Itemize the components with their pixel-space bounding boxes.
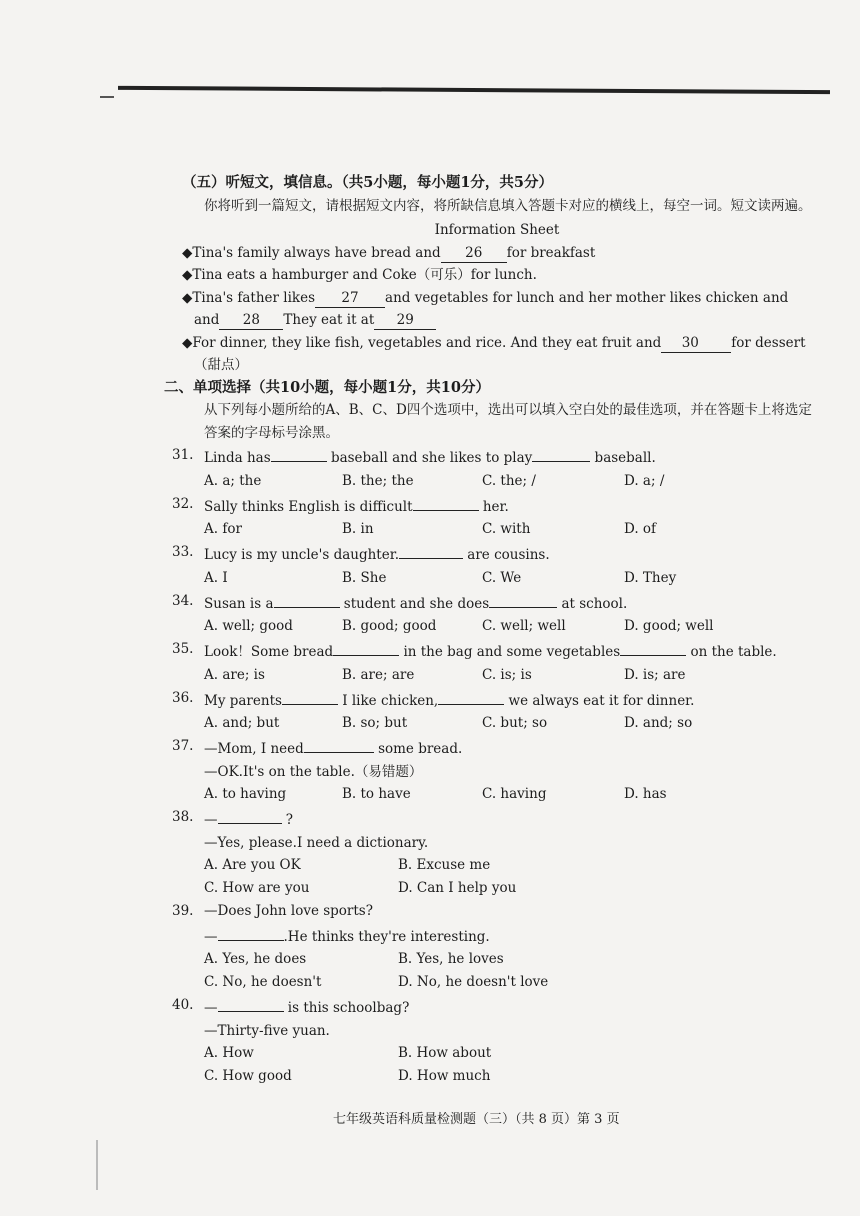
- question-text: some bread.: [378, 741, 463, 757]
- option-c[interactable]: C. the; /: [482, 472, 536, 489]
- info-text: and vegetables for lunch and her mother likes chicken and: [385, 289, 789, 306]
- question-text: .He thinks they're interesting.: [283, 928, 490, 945]
- question-number: 37.: [172, 738, 194, 754]
- question-number: 34.: [172, 592, 194, 609]
- options-40-cd: [172, 1065, 812, 1088]
- option-c[interactable]: C. having: [482, 786, 547, 802]
- answer-blank: [333, 638, 399, 656]
- info-text: for dessert（甜点）: [194, 334, 806, 373]
- option-a[interactable]: A. are; is: [204, 666, 265, 683]
- option-a[interactable]: A. Are you OK: [204, 857, 301, 873]
- option-b[interactable]: B. the; the: [342, 472, 414, 489]
- question-text: at school.: [561, 595, 628, 612]
- question-number: 38.: [172, 809, 194, 825]
- options-32: [172, 518, 812, 541]
- scan-edge: [96, 1140, 98, 1190]
- question-text: Lucy is my uncle's daughter.: [204, 547, 399, 563]
- options-37: [172, 783, 812, 806]
- question-number: 32.: [172, 495, 194, 512]
- answer-blank-27: 27: [315, 290, 385, 308]
- info-line-3b: [182, 309, 812, 332]
- question-31: [172, 444, 812, 470]
- question-37: [172, 735, 812, 761]
- question-text: Look！Some bread: [204, 644, 334, 660]
- answer-blank: [304, 735, 374, 753]
- question-text: are cousins.: [467, 547, 550, 563]
- option-a[interactable]: A. How: [204, 1045, 254, 1061]
- section2-title: 二、单项选择（共10小题，每小题1分，共10分）: [164, 378, 490, 396]
- option-c[interactable]: C. well; well: [482, 618, 566, 634]
- question-38: [172, 806, 812, 832]
- options-34: [172, 615, 812, 638]
- question-40-reply: —Thirty-five yuan.: [204, 1022, 330, 1039]
- question-text: I like chicken,: [342, 692, 439, 709]
- option-b[interactable]: B. so; but: [342, 715, 408, 731]
- scan-mark: [100, 96, 114, 98]
- page-footer: 七年级英语科质量检测题（三）（共 8 页）第 3 页: [333, 1112, 620, 1127]
- question-38-reply: —Yes, please.I need a dictionary.: [204, 834, 429, 851]
- option-b[interactable]: B. Excuse me: [398, 857, 491, 873]
- answer-blank-30: 30: [661, 335, 731, 353]
- answer-blank: [274, 590, 340, 608]
- info-line-4: [182, 332, 812, 377]
- option-c[interactable]: C. How good: [204, 1068, 292, 1084]
- option-b[interactable]: B. are; are: [342, 666, 415, 683]
- option-c[interactable]: C. but; so: [482, 715, 548, 731]
- options-39-ab: [172, 948, 812, 971]
- answer-blank: [218, 923, 284, 941]
- answer-blank: [532, 444, 590, 462]
- option-a[interactable]: A. to having: [204, 786, 287, 802]
- answer-blank-29: 29: [374, 312, 436, 330]
- question-number: 31.: [172, 447, 194, 463]
- question-text: Susan is a: [204, 595, 274, 612]
- question-text: —: [204, 928, 218, 945]
- info-text: and: [194, 312, 220, 328]
- option-d[interactable]: D. and; so: [624, 715, 693, 731]
- option-b[interactable]: B. Yes, he loves: [398, 951, 504, 967]
- options-40-ab: [172, 1042, 812, 1065]
- options-33: [172, 567, 812, 590]
- question-39: [172, 900, 812, 923]
- option-a[interactable]: A. a; the: [204, 472, 262, 489]
- option-c[interactable]: C. is; is: [482, 666, 532, 683]
- info-text: ◆For dinner, they like fish, vegetables and rice. And they eat fruit and: [182, 334, 662, 351]
- info-text: ◆Tina's family always have bread and: [182, 244, 441, 261]
- question-number: 40.: [172, 997, 194, 1013]
- section5-title: （五）听短文，填信息。（共5小题，每小题1分，共5分）: [182, 174, 554, 191]
- option-a[interactable]: A. and; but: [204, 715, 280, 731]
- question-number: 35.: [172, 641, 194, 657]
- option-b[interactable]: B. good; good: [342, 618, 437, 634]
- question-40: [172, 994, 812, 1020]
- answer-blank: [218, 806, 282, 824]
- answer-blank-28: 28: [219, 312, 283, 330]
- question-text: in the bag and some vegetables: [403, 644, 621, 660]
- info-text: for breakfast: [506, 244, 596, 261]
- question-text: Sally thinks English is difficult: [204, 498, 413, 515]
- section2-instructions: 从下列每小题所给的A、B、C、D四个选项中，选出可以填入空白处的最佳选项，并在答题卡上将选定答案的字母标号涂黑。: [204, 402, 812, 441]
- options-38-ab: [172, 854, 812, 877]
- option-b[interactable]: B. How about: [398, 1045, 492, 1061]
- question-text: —Does John love sports?: [204, 903, 373, 919]
- answer-blank: [399, 541, 463, 559]
- options-35: [172, 664, 812, 687]
- option-d[interactable]: D. How much: [398, 1068, 491, 1084]
- info-line-1: [182, 242, 812, 265]
- question-35: [172, 638, 812, 664]
- option-d[interactable]: D. has: [624, 786, 667, 802]
- question-text: student and she does: [343, 595, 490, 612]
- question-text: —Mom, I need: [204, 741, 304, 757]
- answer-blank: [489, 590, 557, 608]
- option-c[interactable]: C. with: [482, 521, 531, 537]
- option-a[interactable]: A. Yes, he does: [204, 951, 307, 967]
- section5-instructions: 你将听到一篇短文，请根据短文内容，将所缺信息填入答题卡对应的横线上，每空一词。短文读两遍。: [204, 197, 812, 214]
- option-b[interactable]: B. to have: [342, 786, 411, 802]
- question-32: [172, 493, 812, 519]
- question-text: Linda has: [204, 450, 271, 466]
- answer-blank: [620, 638, 686, 656]
- info-text: ◆Tina's father likes: [182, 289, 316, 306]
- answer-blank: [282, 687, 338, 705]
- option-c[interactable]: C. We: [482, 569, 522, 586]
- info-line-2: ◆Tina eats a hamburger and Coke（可乐）for lunch.: [182, 267, 537, 283]
- info-sheet-title: Information Sheet: [434, 222, 560, 238]
- question-text: we always eat it for dinner.: [508, 692, 695, 709]
- info-text: They eat it at: [283, 312, 375, 328]
- question-text: baseball and she likes to play: [330, 450, 533, 466]
- scan-top-rule: [118, 86, 830, 94]
- option-d[interactable]: D. They: [624, 569, 677, 586]
- option-a[interactable]: A. for: [204, 521, 242, 537]
- question-number: 39.: [172, 903, 194, 919]
- info-line-3: [182, 287, 812, 310]
- option-d[interactable]: D. is; are: [624, 666, 686, 683]
- question-34: [172, 590, 812, 616]
- option-b[interactable]: B. She: [342, 569, 387, 586]
- question-39-reply: [172, 923, 812, 949]
- question-37-reply: —OK.It's on the table.（易错题）: [204, 763, 423, 780]
- question-text: —: [204, 812, 218, 828]
- options-36: [172, 712, 812, 735]
- answer-blank: [218, 994, 284, 1012]
- question-text: is this schoolbag?: [287, 1000, 410, 1016]
- option-d[interactable]: D. Can I help you: [398, 880, 517, 896]
- question-text: on the table.: [690, 644, 777, 660]
- question-text: —: [204, 1000, 218, 1016]
- question-33: [172, 541, 812, 567]
- answer-blank: [438, 687, 504, 705]
- option-d[interactable]: D. of: [624, 521, 657, 537]
- question-text: My parents: [204, 692, 282, 709]
- option-a[interactable]: A. I: [204, 569, 228, 586]
- question-number: 36.: [172, 689, 194, 706]
- question-number: 33.: [172, 544, 194, 560]
- question-text: ?: [285, 812, 294, 828]
- exam-page: [164, 172, 812, 1088]
- option-c[interactable]: C. No, he doesn't: [204, 974, 322, 990]
- options-38-cd: [172, 877, 812, 900]
- option-d[interactable]: D. good; well: [624, 618, 714, 634]
- answer-blank: [413, 493, 479, 511]
- answer-blank-26: 26: [441, 245, 507, 263]
- options-39-cd: [172, 971, 812, 994]
- question-36: [172, 687, 812, 713]
- option-a[interactable]: A. well; good: [204, 618, 293, 634]
- option-b[interactable]: B. in: [342, 521, 374, 537]
- question-text: baseball.: [594, 450, 656, 466]
- options-31: [172, 470, 812, 493]
- option-c[interactable]: C. How are you: [204, 880, 310, 896]
- option-d[interactable]: D. No, he doesn't love: [398, 974, 549, 990]
- option-d[interactable]: D. a; /: [624, 472, 665, 489]
- answer-blank: [271, 444, 327, 462]
- question-text: her.: [482, 498, 509, 515]
